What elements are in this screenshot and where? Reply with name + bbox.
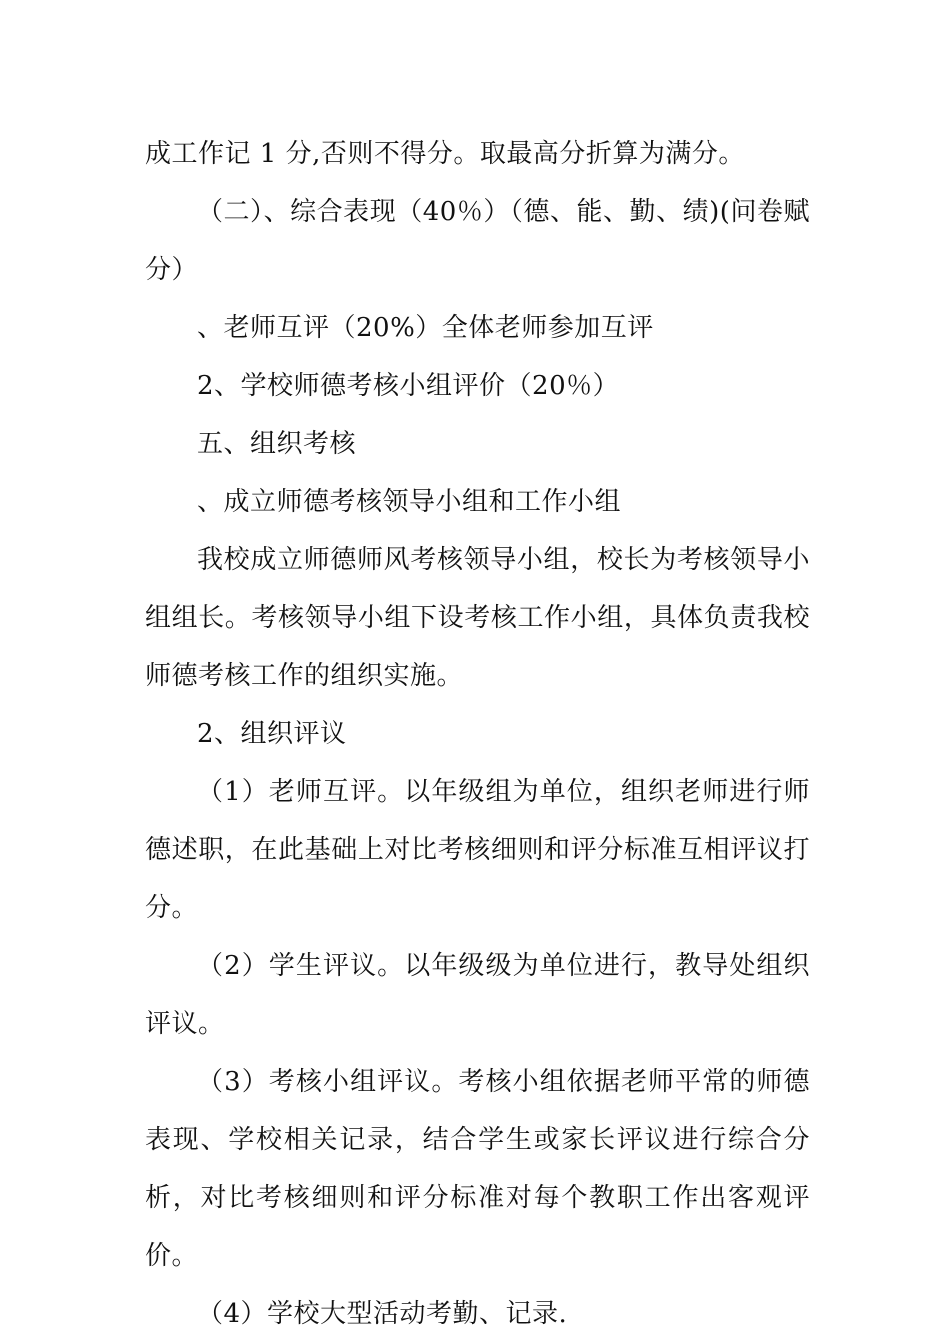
paragraph-item-1: （1）老师互评。以年级组为单位，组织老师进行师德述职，在此基础上对比考核细则和评分标准互相评议打分。 (145, 777, 810, 923)
paragraph-item-3: （3）考核小组评议。考核小组依据老师平常的师德表现、学校相关记录，结合学生或家长评议进行综合分析，对比考核细则和评分标准对每个教职工作出客观评价。 (145, 1067, 810, 1271)
document-body (145, 125, 810, 1343)
paragraph-leadership-group: 我校成立师德师风考核领导小组，校长为考核领导小组组长。考核领导小组下设考核工作小组，具体负责我校师德考核工作的组织实施。 (145, 545, 810, 691)
section-heading-organize-assessment: 五、组织考核 (197, 429, 357, 459)
paragraph-item-2: （2）学生评议。以年级级为单位进行，教导处组织评议。 (145, 951, 810, 1039)
paragraph-establish-groups: 、成立师德考核领导小组和工作小组 (197, 487, 622, 517)
paragraph-teacher-mutual-evaluation: 、老师互评（20%）全体老师参加互评 (197, 313, 654, 343)
paragraph-continuation: 成工作记 1 分,否则不得分。取最高分折算为满分。 (145, 139, 745, 169)
paragraph-item-4: （4）学校大型活动考勤、记录. (197, 1299, 568, 1329)
paragraph-comprehensive-performance: （二）、综合表现（40％）（德、能、勤、绩)(问卷赋分） (145, 197, 810, 285)
paragraph-school-evaluation: 2、学校师德考核小组评价（20％） (197, 371, 620, 401)
paragraph-organize-review: 2、组织评议 (197, 719, 347, 749)
